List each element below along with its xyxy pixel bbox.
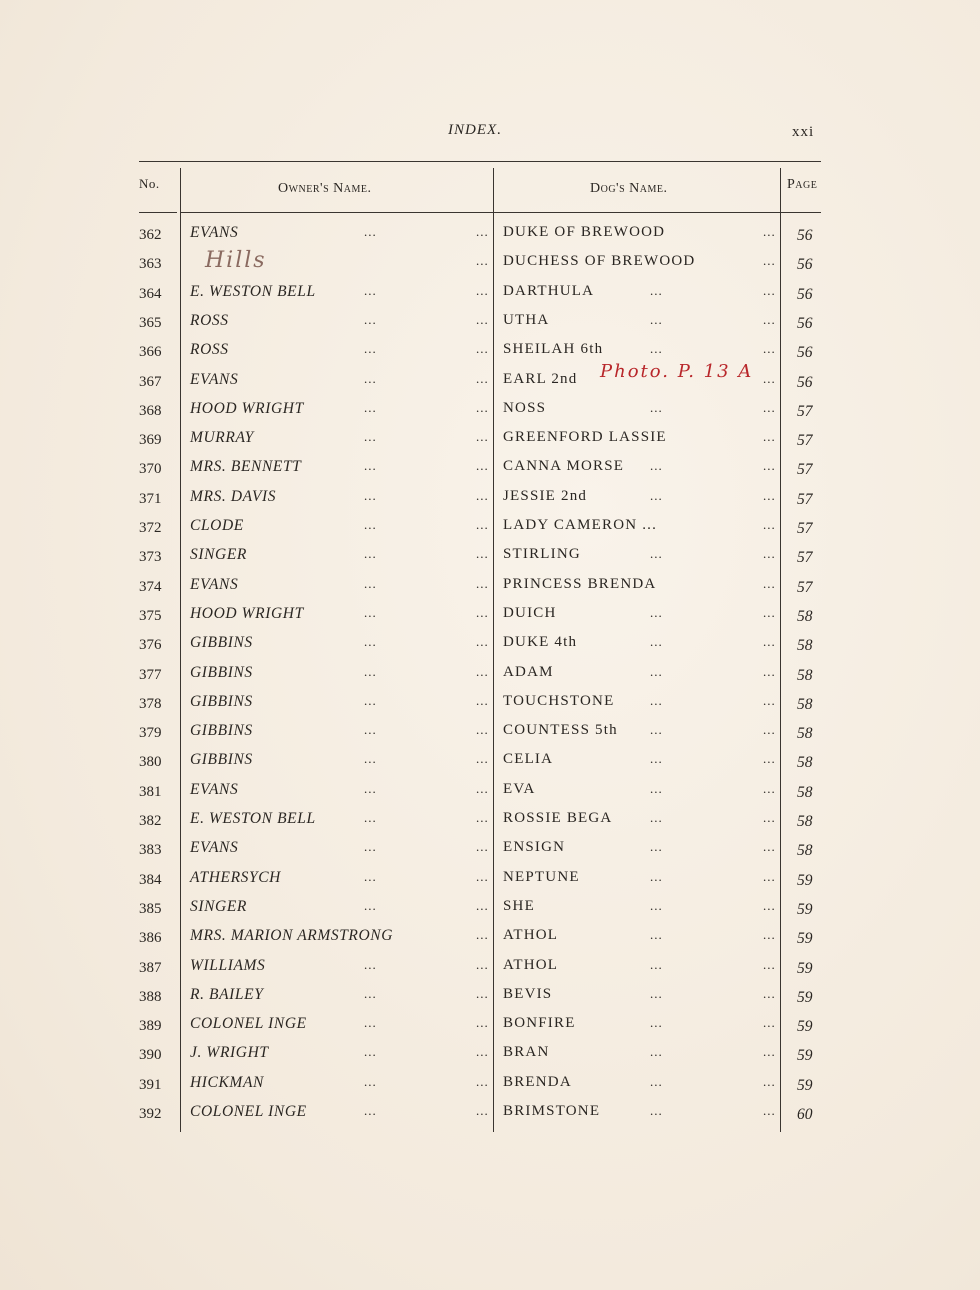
owner-leader-dots: ... xyxy=(476,722,489,737)
dog-leader-dots: ... xyxy=(650,810,663,825)
page-ref: 58 xyxy=(797,754,813,771)
owner-leader-dots: ... xyxy=(364,224,377,239)
dog-name: PRINCESS BRENDA xyxy=(503,576,657,592)
dog-leader-dots: ... xyxy=(650,693,663,708)
dog-leader-dots: ... xyxy=(650,488,663,503)
dog-leader-dots: ... xyxy=(763,927,776,942)
table-row xyxy=(0,777,980,806)
dog-name: STIRLING xyxy=(503,546,581,562)
dog-name: ATHOL xyxy=(503,957,559,973)
owner-leader-dots: ... xyxy=(476,927,489,942)
table-row xyxy=(0,220,980,249)
entry-number: 390 xyxy=(139,1047,162,1063)
table-row xyxy=(0,1040,980,1069)
owner-leader-dots: ... xyxy=(364,957,377,972)
page-ref: 57 xyxy=(797,461,813,478)
table-row xyxy=(0,1011,980,1040)
dog-leader-dots: ... xyxy=(763,458,776,473)
dog-leader-dots: ... xyxy=(650,1103,663,1118)
dog-leader-dots: ... xyxy=(650,664,663,679)
table-row xyxy=(0,660,980,689)
owner-name: EVANS xyxy=(190,371,239,388)
dog-leader-dots: ... xyxy=(650,634,663,649)
owner-leader-dots: ... xyxy=(364,664,377,679)
running-title: INDEX. xyxy=(448,122,502,138)
dog-leader-dots: ... xyxy=(650,1074,663,1089)
owner-leader-dots: ... xyxy=(364,693,377,708)
dog-name: BEVIS xyxy=(503,986,553,1002)
dog-leader-dots: ... xyxy=(650,546,663,561)
owner-name: HICKMAN xyxy=(190,1074,264,1091)
page-ref: 58 xyxy=(797,608,813,625)
dog-name: BONFIRE xyxy=(503,1015,576,1031)
dog-name: ROSSIE BEGA xyxy=(503,810,613,826)
dog-name: LADY CAMERON ... xyxy=(503,517,658,533)
owner-leader-dots: ... xyxy=(476,429,489,444)
entry-number: 365 xyxy=(139,315,162,331)
table-row xyxy=(0,572,980,601)
table-row xyxy=(0,484,980,513)
entry-number: 370 xyxy=(139,461,162,477)
owner-leader-dots: ... xyxy=(476,283,489,298)
dog-leader-dots: ... xyxy=(763,341,776,356)
owner-name: EVANS xyxy=(190,224,239,241)
page-ref: 59 xyxy=(797,960,813,977)
table-row xyxy=(0,630,980,659)
owner-leader-dots: ... xyxy=(476,869,489,884)
dog-leader-dots: ... xyxy=(763,1015,776,1030)
dog-name: CELIA xyxy=(503,751,554,767)
owner-name: MURRAY xyxy=(190,429,254,446)
page-ref: 58 xyxy=(797,842,813,859)
dog-name: ADAM xyxy=(503,664,554,680)
owner-name: GIBBINS xyxy=(190,634,253,651)
entry-number: 381 xyxy=(139,784,162,800)
header-owner-underline xyxy=(181,212,493,213)
page-ref: 56 xyxy=(797,315,813,332)
owner-name: MRS. MARION ARMSTRONG xyxy=(190,927,394,944)
dog-leader-dots: ... xyxy=(763,869,776,884)
page-ref: 58 xyxy=(797,667,813,684)
owner-leader-dots: ... xyxy=(476,634,489,649)
dog-leader-dots: ... xyxy=(763,224,776,239)
dog-leader-dots: ... xyxy=(650,839,663,854)
owner-leader-dots: ... xyxy=(364,634,377,649)
owner-leader-dots: ... xyxy=(364,1015,377,1030)
dog-leader-dots: ... xyxy=(763,400,776,415)
header-dog: Dog's Name. xyxy=(590,181,668,196)
entry-number: 384 xyxy=(139,872,162,888)
dog-name: UTHA xyxy=(503,312,550,328)
entry-number: 377 xyxy=(139,667,162,683)
entry-number: 389 xyxy=(139,1018,162,1034)
table-row xyxy=(0,865,980,894)
page-ref: 58 xyxy=(797,637,813,654)
owner-leader-dots: ... xyxy=(364,810,377,825)
entry-number: 366 xyxy=(139,344,162,360)
table-row xyxy=(0,396,980,425)
owner-leader-dots: ... xyxy=(476,1103,489,1118)
dog-leader-dots: ... xyxy=(763,1103,776,1118)
page-ref: 57 xyxy=(797,432,813,449)
table-row xyxy=(0,747,980,776)
dog-leader-dots: ... xyxy=(763,810,776,825)
page-ref: 58 xyxy=(797,813,813,830)
header-page-underline xyxy=(781,212,821,213)
owner-leader-dots: ... xyxy=(364,371,377,386)
dog-leader-dots: ... xyxy=(763,1044,776,1059)
dog-leader-dots: ... xyxy=(763,546,776,561)
red-ink-annotation: Photo. P. 13 A xyxy=(600,361,754,382)
table-row xyxy=(0,923,980,952)
owner-leader-dots: ... xyxy=(476,341,489,356)
entry-number: 376 xyxy=(139,637,162,653)
dog-name: EVA xyxy=(503,781,536,797)
dog-leader-dots: ... xyxy=(650,400,663,415)
owner-leader-dots: ... xyxy=(364,312,377,327)
page-ref: 57 xyxy=(797,549,813,566)
dog-leader-dots: ... xyxy=(650,722,663,737)
dog-name: NEPTUNE xyxy=(503,869,580,885)
page-ref: 59 xyxy=(797,1077,813,1094)
dog-leader-dots: ... xyxy=(763,751,776,766)
dog-leader-dots: ... xyxy=(650,927,663,942)
owner-leader-dots: ... xyxy=(364,869,377,884)
dog-name: SHE xyxy=(503,898,535,914)
dog-leader-dots: ... xyxy=(763,253,776,268)
table-row xyxy=(0,337,980,366)
header-owner: Owner's Name. xyxy=(278,181,372,196)
dog-leader-dots: ... xyxy=(763,517,776,532)
owner-name: EVANS xyxy=(190,576,239,593)
header-no: No. xyxy=(139,176,160,191)
dog-name: COUNTESS 5th xyxy=(503,722,618,738)
entry-number: 386 xyxy=(139,930,162,946)
dog-leader-dots: ... xyxy=(763,429,776,444)
dog-leader-dots: ... xyxy=(763,722,776,737)
page-ref: 58 xyxy=(797,784,813,801)
dog-leader-dots: ... xyxy=(763,664,776,679)
owner-leader-dots: ... xyxy=(476,1015,489,1030)
entry-number: 379 xyxy=(139,725,162,741)
owner-leader-dots: ... xyxy=(476,810,489,825)
dog-name: CANNA MORSE xyxy=(503,458,625,474)
dog-name: SHEILAH 6th xyxy=(503,341,604,357)
page-ref: 56 xyxy=(797,227,813,244)
entry-number: 380 xyxy=(139,754,162,770)
entry-number: 383 xyxy=(139,842,162,858)
entry-number: 367 xyxy=(139,374,162,390)
table-row xyxy=(0,308,980,337)
page-number: xxi xyxy=(792,124,815,140)
page-ref: 57 xyxy=(797,491,813,508)
table-row xyxy=(0,601,980,630)
table-row xyxy=(0,835,980,864)
owner-leader-dots: ... xyxy=(364,898,377,913)
entry-number: 391 xyxy=(139,1077,162,1093)
dog-leader-dots: ... xyxy=(650,1044,663,1059)
dog-leader-dots: ... xyxy=(763,576,776,591)
page-ref: 59 xyxy=(797,1047,813,1064)
owner-name: HOOD WRIGHT xyxy=(190,400,304,417)
dog-leader-dots: ... xyxy=(763,898,776,913)
pencil-annotation: Hills xyxy=(205,248,267,273)
dog-name: ATHOL xyxy=(503,927,559,943)
dog-leader-dots: ... xyxy=(650,986,663,1001)
owner-name: E. WESTON BELL xyxy=(190,283,316,300)
owner-leader-dots: ... xyxy=(476,839,489,854)
page-ref: 58 xyxy=(797,696,813,713)
owner-leader-dots: ... xyxy=(364,839,377,854)
entry-number: 371 xyxy=(139,491,162,507)
owner-name: HOOD WRIGHT xyxy=(190,605,304,622)
dog-leader-dots: ... xyxy=(763,957,776,972)
owner-leader-dots: ... xyxy=(476,898,489,913)
page-ref: 56 xyxy=(797,286,813,303)
page-ref: 56 xyxy=(797,374,813,391)
owner-leader-dots: ... xyxy=(476,488,489,503)
entry-number: 364 xyxy=(139,286,162,302)
entry-number: 388 xyxy=(139,989,162,1005)
header-no-underline xyxy=(139,212,177,213)
dog-name: NOSS xyxy=(503,400,547,416)
entry-number: 378 xyxy=(139,696,162,712)
dog-name: ENSIGN xyxy=(503,839,566,855)
dog-leader-dots: ... xyxy=(650,957,663,972)
dog-name: BRAN xyxy=(503,1044,550,1060)
page-ref: 60 xyxy=(797,1106,813,1123)
owner-leader-dots: ... xyxy=(364,986,377,1001)
page-ref: 56 xyxy=(797,344,813,361)
table-row xyxy=(0,953,980,982)
owner-leader-dots: ... xyxy=(364,576,377,591)
dog-name: BRENDA xyxy=(503,1074,572,1090)
owner-name: GIBBINS xyxy=(190,693,253,710)
owner-name: COLONEL INGE xyxy=(190,1103,307,1120)
entry-number: 373 xyxy=(139,549,162,565)
dog-name: DUKE 4th xyxy=(503,634,578,650)
owner-name: MRS. BENNETT xyxy=(190,458,302,475)
page-ref: 57 xyxy=(797,520,813,537)
owner-name: ATHERSYCH xyxy=(190,869,281,886)
owner-name: ROSS xyxy=(190,341,229,358)
dog-name: EARL 2nd xyxy=(503,371,578,387)
dog-leader-dots: ... xyxy=(763,312,776,327)
dog-leader-dots: ... xyxy=(650,605,663,620)
owner-leader-dots: ... xyxy=(476,517,489,532)
owner-leader-dots: ... xyxy=(364,1074,377,1089)
page-ref: 59 xyxy=(797,1018,813,1035)
owner-name: GIBBINS xyxy=(190,664,253,681)
table-row xyxy=(0,982,980,1011)
table-row xyxy=(0,279,980,308)
table-row xyxy=(0,542,980,571)
dog-name: GREENFORD LASSIE xyxy=(503,429,667,445)
dog-leader-dots: ... xyxy=(763,781,776,796)
entry-number: 372 xyxy=(139,520,162,536)
owner-leader-dots: ... xyxy=(476,400,489,415)
owner-leader-dots: ... xyxy=(364,283,377,298)
dog-name: DUICH xyxy=(503,605,557,621)
entry-number: 369 xyxy=(139,432,162,448)
owner-name: EVANS xyxy=(190,839,239,856)
owner-leader-dots: ... xyxy=(364,488,377,503)
owner-name: J. WRIGHT xyxy=(190,1044,269,1061)
table-row xyxy=(0,806,980,835)
dog-leader-dots: ... xyxy=(650,781,663,796)
owner-leader-dots: ... xyxy=(476,751,489,766)
owner-name: ROSS xyxy=(190,312,229,329)
page-ref: 57 xyxy=(797,579,813,596)
table-row xyxy=(0,689,980,718)
dog-leader-dots: ... xyxy=(763,488,776,503)
owner-name: SINGER xyxy=(190,546,247,563)
table-row xyxy=(0,1099,980,1128)
owner-name: R. BAILEY xyxy=(190,986,264,1003)
dog-leader-dots: ... xyxy=(763,634,776,649)
owner-leader-dots: ... xyxy=(364,517,377,532)
owner-leader-dots: ... xyxy=(476,986,489,1001)
table-row xyxy=(0,454,980,483)
entry-number: 387 xyxy=(139,960,162,976)
dog-leader-dots: ... xyxy=(650,283,663,298)
owner-leader-dots: ... xyxy=(364,781,377,796)
owner-leader-dots: ... xyxy=(476,458,489,473)
owner-leader-dots: ... xyxy=(476,546,489,561)
owner-name: EVANS xyxy=(190,781,239,798)
owner-name: CLODE xyxy=(190,517,244,534)
owner-leader-dots: ... xyxy=(364,722,377,737)
owner-name: COLONEL INGE xyxy=(190,1015,307,1032)
table-row xyxy=(0,249,980,278)
owner-leader-dots: ... xyxy=(364,341,377,356)
owner-name: MRS. DAVIS xyxy=(190,488,277,505)
page-ref: 57 xyxy=(797,403,813,420)
entry-number: 392 xyxy=(139,1106,162,1122)
owner-leader-dots: ... xyxy=(364,546,377,561)
header-dog-underline xyxy=(494,212,780,213)
dog-name: DUKE OF BREWOOD xyxy=(503,224,666,240)
owner-leader-dots: ... xyxy=(476,781,489,796)
owner-leader-dots: ... xyxy=(476,224,489,239)
owner-leader-dots: ... xyxy=(476,576,489,591)
header-page: Page xyxy=(787,177,818,192)
owner-leader-dots: ... xyxy=(476,605,489,620)
dog-leader-dots: ... xyxy=(650,1015,663,1030)
dog-name: BRIMSTONE xyxy=(503,1103,601,1119)
owner-name: E. WESTON BELL xyxy=(190,810,316,827)
page-ref: 58 xyxy=(797,725,813,742)
owner-name: WILLIAMS xyxy=(190,957,266,974)
dog-leader-dots: ... xyxy=(763,605,776,620)
owner-leader-dots: ... xyxy=(364,1103,377,1118)
owner-leader-dots: ... xyxy=(476,312,489,327)
owner-leader-dots: ... xyxy=(364,458,377,473)
dog-leader-dots: ... xyxy=(763,839,776,854)
dog-name: JESSIE 2nd xyxy=(503,488,588,504)
entry-number: 374 xyxy=(139,579,162,595)
entry-number: 382 xyxy=(139,813,162,829)
owner-leader-dots: ... xyxy=(476,1074,489,1089)
entry-number: 375 xyxy=(139,608,162,624)
owner-leader-dots: ... xyxy=(364,429,377,444)
owner-name: SINGER xyxy=(190,898,247,915)
table-row xyxy=(0,894,980,923)
owner-name: GIBBINS xyxy=(190,751,253,768)
table-row xyxy=(0,367,980,396)
dog-name: DUCHESS OF BREWOOD xyxy=(503,253,696,269)
entry-number: 363 xyxy=(139,256,162,272)
dog-leader-dots: ... xyxy=(763,693,776,708)
table-row xyxy=(0,425,980,454)
dog-leader-dots: ... xyxy=(650,869,663,884)
table-row xyxy=(0,718,980,747)
owner-leader-dots: ... xyxy=(364,605,377,620)
owner-leader-dots: ... xyxy=(364,751,377,766)
dog-leader-dots: ... xyxy=(763,1074,776,1089)
page-ref: 59 xyxy=(797,989,813,1006)
owner-leader-dots: ... xyxy=(364,400,377,415)
owner-leader-dots: ... xyxy=(364,1044,377,1059)
owner-name: GIBBINS xyxy=(190,722,253,739)
page-ref: 59 xyxy=(797,872,813,889)
table-row xyxy=(0,513,980,542)
owner-leader-dots: ... xyxy=(476,664,489,679)
dog-leader-dots: ... xyxy=(650,458,663,473)
table-row xyxy=(0,1070,980,1099)
owner-leader-dots: ... xyxy=(476,693,489,708)
dog-leader-dots: ... xyxy=(763,986,776,1001)
page-ref: 56 xyxy=(797,256,813,273)
dog-leader-dots: ... xyxy=(650,312,663,327)
entry-number: 368 xyxy=(139,403,162,419)
dog-leader-dots: ... xyxy=(763,283,776,298)
table-top-rule xyxy=(139,161,821,162)
owner-leader-dots: ... xyxy=(476,253,489,268)
entry-number: 385 xyxy=(139,901,162,917)
dog-leader-dots: ... xyxy=(650,751,663,766)
dog-leader-dots: ... xyxy=(763,371,776,386)
owner-leader-dots: ... xyxy=(476,371,489,386)
dog-name: DARTHULA xyxy=(503,283,595,299)
dog-leader-dots: ... xyxy=(650,898,663,913)
page-ref: 59 xyxy=(797,901,813,918)
owner-leader-dots: ... xyxy=(476,1044,489,1059)
entry-number: 362 xyxy=(139,227,162,243)
dog-name: TOUCHSTONE xyxy=(503,693,615,709)
page-ref: 59 xyxy=(797,930,813,947)
owner-leader-dots: ... xyxy=(476,957,489,972)
dog-leader-dots: ... xyxy=(650,341,663,356)
